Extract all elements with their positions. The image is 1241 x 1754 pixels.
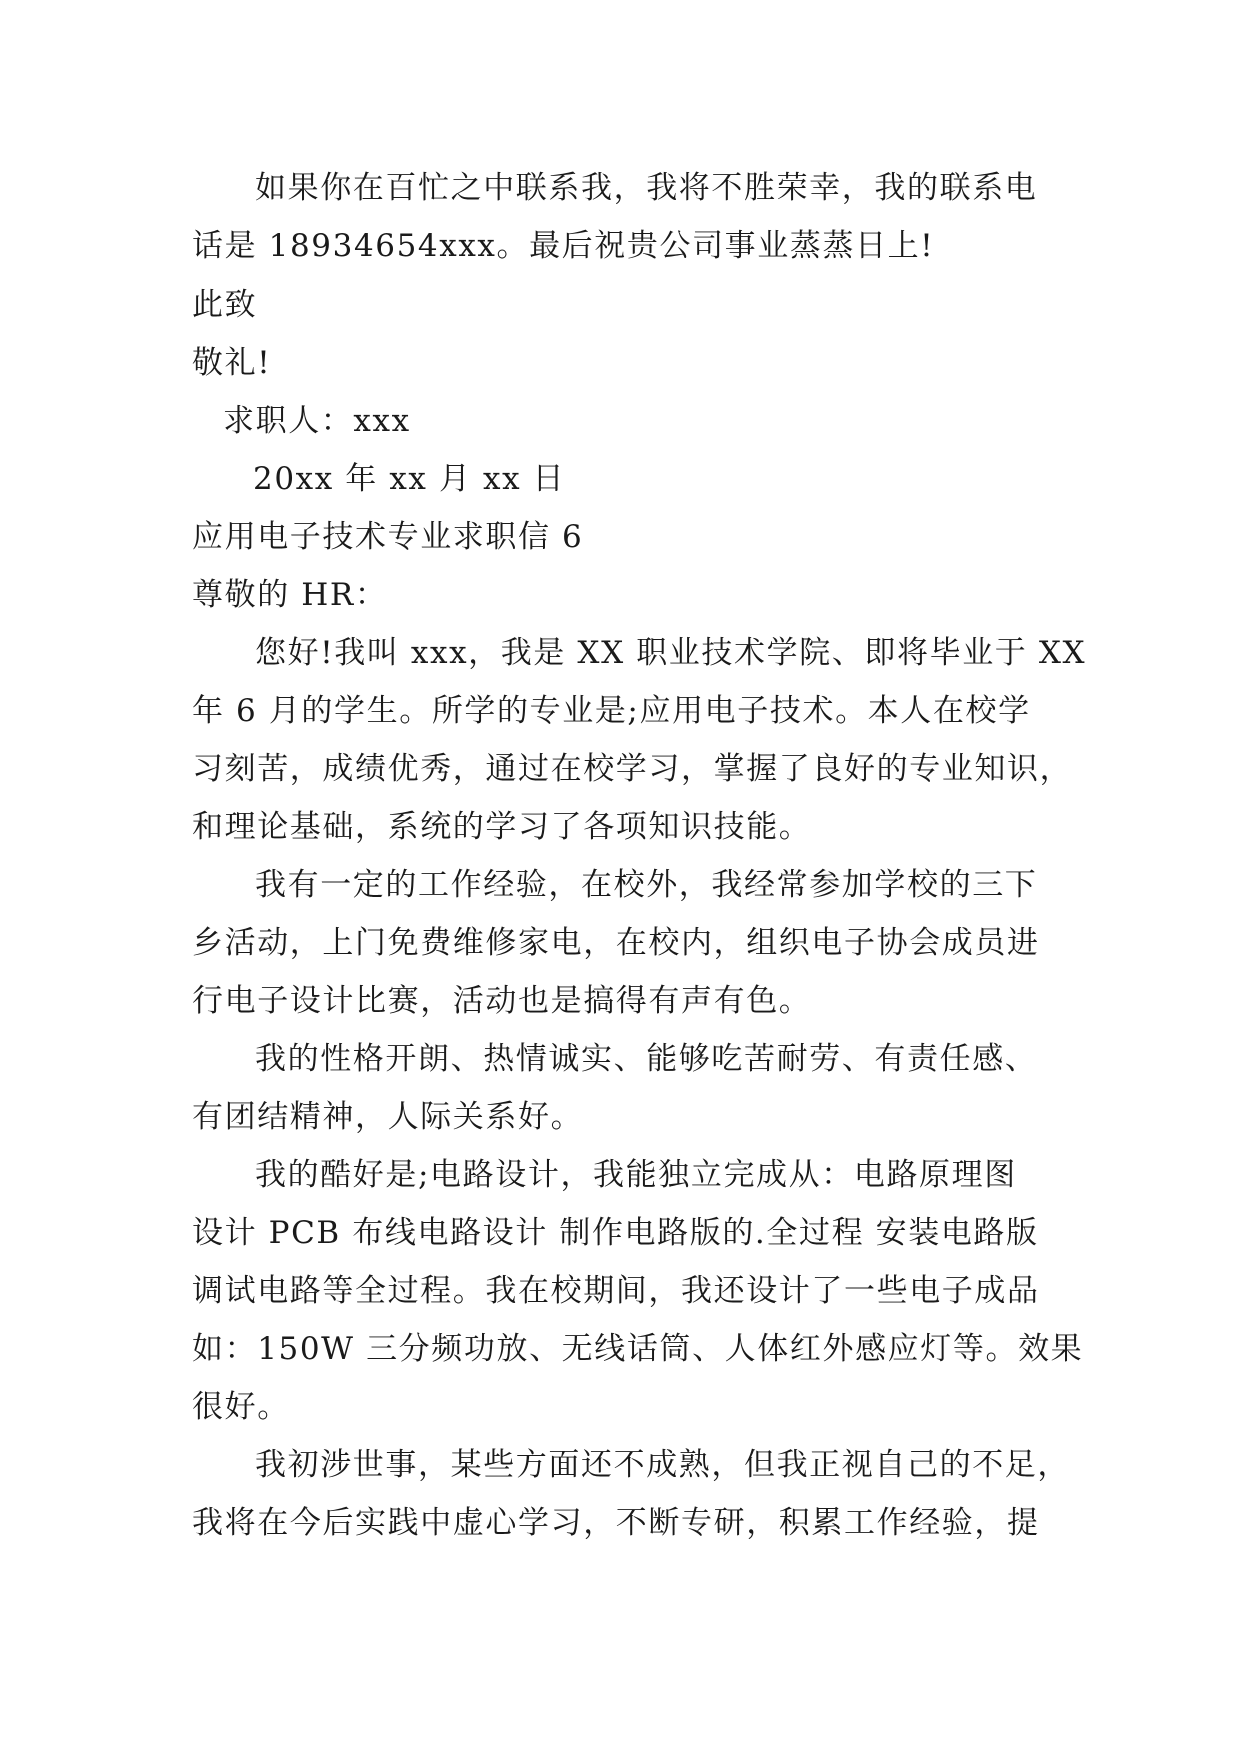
text-line: 您好!我叫 xxx，我是 XX 职业技术学院、即将毕业于 XX xyxy=(255,635,1087,671)
text-line: 很好。 xyxy=(192,1389,290,1425)
text-line: 设计 PCB 布线电路设计 制作电路版的.全过程 安装电路版 xyxy=(192,1215,1039,1251)
text-line: 有团结精神，人际关系好。 xyxy=(192,1099,584,1135)
text-line: 此致 xyxy=(192,287,258,323)
text-line: 话是 18934654xxx。最后祝贵公司事业蒸蒸日上! xyxy=(192,228,935,264)
section-title: 应用电子技术专业求职信 6 xyxy=(192,519,584,555)
text-line: 我的酷好是;电路设计，我能独立完成从：电路原理图 xyxy=(255,1157,1017,1193)
date-line: 20xx 年 xx 月 xx 日 xyxy=(253,461,566,497)
text-line: 行电子设计比赛，活动也是搞得有声有色。 xyxy=(192,983,812,1019)
text-line: 如：150W 三分频功放、无线话筒、人体红外感应灯等。效果 xyxy=(192,1331,1084,1367)
salutation: 尊敬的 HR： xyxy=(192,577,388,613)
signature-line: 求职人：xxx xyxy=(223,403,411,439)
text-line: 和理论基础，系统的学习了各项知识技能。 xyxy=(192,809,812,845)
text-line: 习刻苦，成绩优秀，通过在校学习，掌握了良好的专业知识， xyxy=(192,751,1073,787)
text-line: 敬礼! xyxy=(192,345,272,381)
text-line: 年 6 月的学生。所学的专业是;应用电子技术。本人在校学 xyxy=(192,693,1031,729)
text-line: 乡活动，上门免费维修家电，在校内，组织电子协会成员进 xyxy=(192,925,1040,961)
text-line: 我有一定的工作经验，在校外，我经常参加学校的三下 xyxy=(255,867,1038,903)
text-line: 我初涉世事，某些方面还不成熟，但我正视自己的不足， xyxy=(255,1447,1070,1483)
text-line: 我的性格开朗、热情诚实、能够吃苦耐劳、有责任感、 xyxy=(255,1041,1038,1077)
text-line: 我将在今后实践中虚心学习，不断专研，积累工作经验，提 xyxy=(192,1505,1040,1541)
text-line: 如果你在百忙之中联系我，我将不胜荣幸，我的联系电 xyxy=(255,170,1038,206)
text-line: 调试电路等全过程。我在校期间，我还设计了一些电子成品 xyxy=(192,1273,1040,1309)
